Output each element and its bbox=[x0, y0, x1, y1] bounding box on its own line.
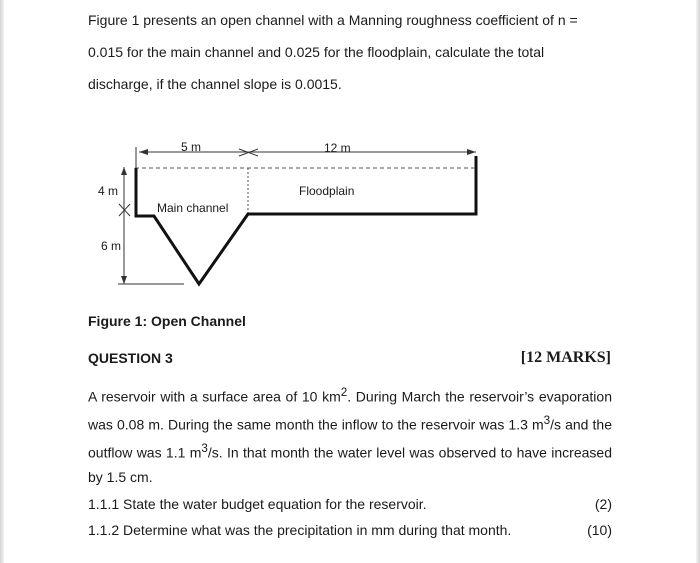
sub-question-label: 1.1.1 State the water budget equation for the reservoir. bbox=[88, 496, 427, 512]
sub-question-marks: (10) bbox=[587, 522, 612, 538]
channel-outline bbox=[136, 156, 476, 284]
question-body: A reservoir with a surface area of 10 $km^2$. During March the reservoir’s evaporation was 0.08 m. During the same month the inflow to the reservoir was 1.3 $m^3/s$ and the outflow was 1.1 $m^3/s$. In that month the water level was observed to have increased by 1.5 cm. bbox=[88, 386, 612, 486]
flood-width-label: 12 m bbox=[324, 141, 351, 155]
flood-depth-label: 4 m bbox=[98, 184, 119, 198]
question-title: QUESTION 3 bbox=[88, 350, 173, 366]
main-width-label: 5 m bbox=[181, 140, 202, 154]
outflow-superscript: 3 bbox=[201, 442, 208, 456]
area-superscript: 2 bbox=[340, 386, 348, 399]
question-marks: [12 MARKS] bbox=[520, 349, 611, 366]
figure-caption: Figure 1: Open Channel bbox=[88, 313, 246, 329]
sub-question-label: 1.1.2 Determine what was the precipitation in mm during that month. bbox=[88, 522, 512, 538]
triangle-depth-label: 6 m bbox=[101, 239, 122, 253]
main-channel-label: Main channel bbox=[157, 201, 229, 215]
intro-paragraph: Figure 1 presents an open channel with a Manning roughness coefficient of n = 0.015 for the main channel and 0.025 for the floodplain, calculate the total discharge, if the channel slope is 0.0015. bbox=[88, 12, 578, 92]
sub-question-marks: (2) bbox=[594, 496, 612, 512]
floodplain-label: Floodplain bbox=[299, 184, 355, 198]
sub-question-1 bbox=[88, 496, 612, 512]
sub-question-2 bbox=[88, 522, 612, 538]
inflow-superscript: 3 bbox=[543, 414, 551, 428]
